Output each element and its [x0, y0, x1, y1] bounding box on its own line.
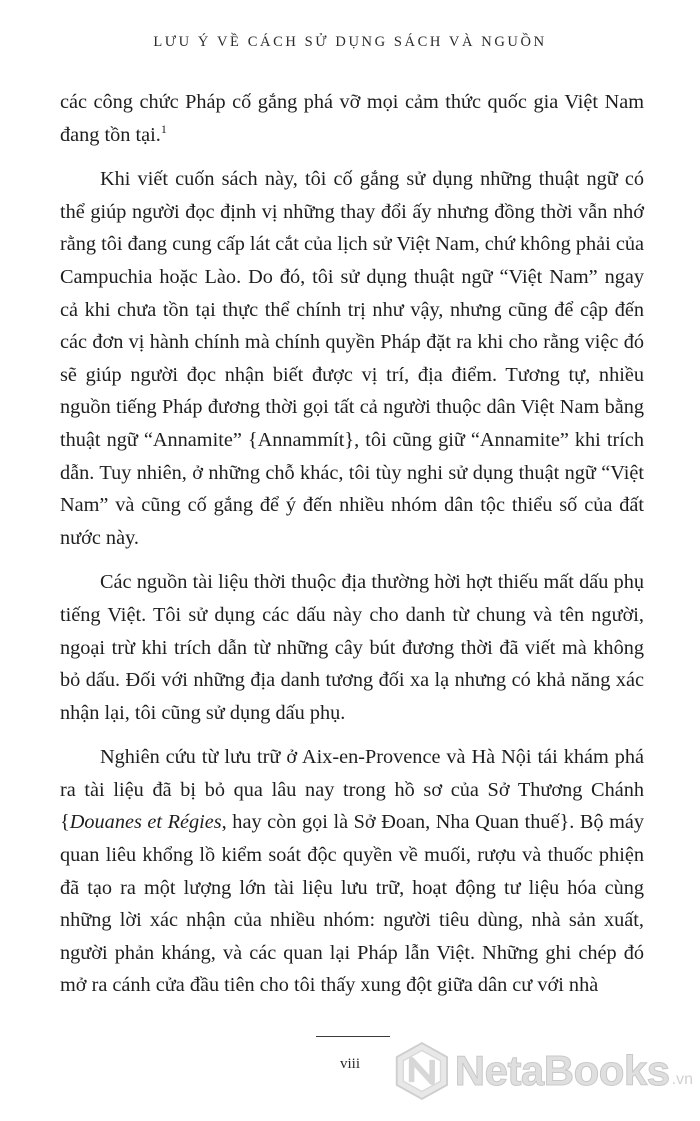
paragraph-4	[60, 741, 644, 1002]
watermark-domain: .vn	[671, 1071, 693, 1088]
running-head: LƯU Ý VỀ CÁCH SỬ DỤNG SÁCH VÀ NGUỒN	[153, 34, 547, 50]
watermark-brand: NetaBooks	[454, 1047, 670, 1094]
footer-rule	[316, 1036, 390, 1037]
watermark	[393, 1036, 693, 1106]
paragraph-2: Khi viết cuốn sách này, tôi cố gắng sử dụng những thuật ngữ có thể giúp người đọc định vị những thay đổi ấy nhưng đồng thời vẫn nhớ rằng tôi đang cung cấp lát cắt của lịch sử Việt Nam, chứ không phải của Campuchia hoặc Lào. Do đó, tôi sử dụng thuật ngữ “Việt Nam” ngay cả khi chưa tồn tại thực thể chính trị như vậy, nhưng cũng để cập đến các đơn vị hành chính mà chính quyền Pháp đặt ra khi cho rằng việc đó sẽ giúp người đọc nhận biết được vị trí, địa điểm. Tương tự, nhiều nguồn tiếng Pháp đương thời gọi tất cả người thuộc dân Việt Nam bằng thuật ngữ “Annamite” {Annammít}, tôi cũng giữ “Annamite” khi trích dẫn. Tuy nhiên, ở những chỗ khác, tôi tùy nghi sử dụng thuật ngữ “Việt Nam” và cũng cố gắng để ý đến nhiều nhóm dân tộc thiểu số của đất nước này.	[60, 168, 644, 549]
footnote-ref: 1	[160, 121, 167, 136]
paragraph-1	[60, 86, 644, 151]
paragraph-1-text: các công chức Pháp cố gắng phá vỡ mọi cảm thức quốc gia Việt Nam đang tồn tại.	[60, 91, 644, 146]
paragraph-3: Các nguồn tài liệu thời thuộc địa thường hời hợt thiếu mất dấu phụ tiếng Việt. Tôi sử dụng các dấu này cho danh từ chung và tên người, ngoại trừ khi trích dẫn từ những cây bút đương thời đã viết mà không bỏ dấu. Đối với những địa danh tương đối xa lạ nhưng có khả năng xác nhận lại, tôi cũng sử dụng dấu phụ.	[60, 571, 644, 724]
netabooks-logo-icon	[393, 1038, 451, 1104]
paragraph-4-italic-term: Douanes et Régies	[69, 811, 222, 834]
paragraph-4-text-after: , hay còn gọi là Sở Đoan, Nha Quan thuế}. Bộ máy quan liêu khổng lồ kiểm soát độc quyền về muối, rượu và thuốc phiện đã tạo ra một lượng lớn tài liệu lưu trữ, hoạt động tư liệu hóa cùng những lời xác nhận của nhiều nhóm: người tiêu dùng, nhà sản xuất, người phản kháng, và các quan lại Pháp lẫn Việt. Những ghi chép đó mở ra cánh cửa đầu tiên cho tôi thấy xung đột giữa dân cư với nhà	[60, 811, 644, 997]
body-text	[60, 86, 644, 1002]
paragraph-4-text-before: Nghiên cứu từ lưu trữ ở Aix-en-Provence và Hà Nội tái khám phá ra tài liệu đã bị bỏ qua lâu nay trong hồ sơ của Sở Thương Chánh {	[60, 746, 644, 834]
page-number: viii	[339, 1056, 360, 1072]
